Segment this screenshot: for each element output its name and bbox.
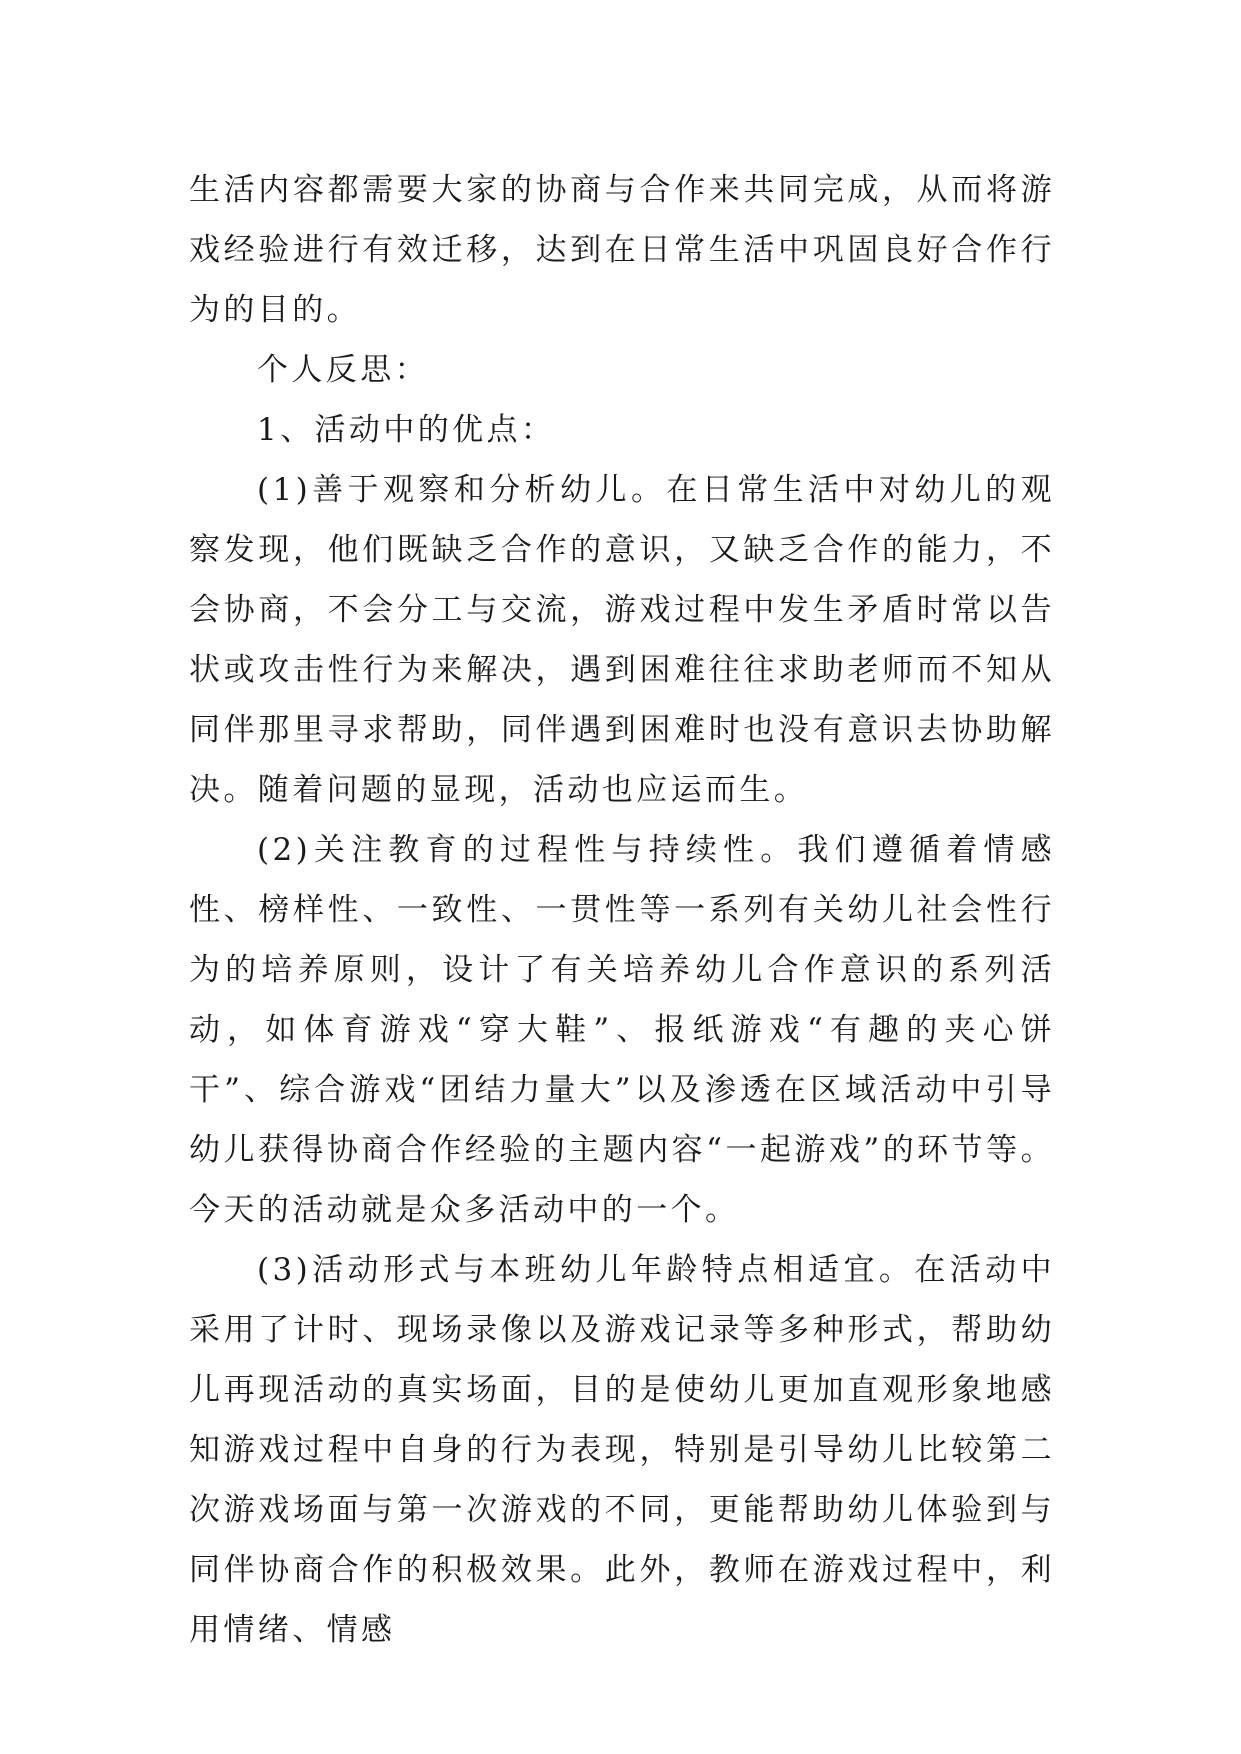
subsection-heading-strengths: 1、活动中的优点： — [257, 412, 556, 448]
section-heading-personal-reflection: 个人反思： — [257, 352, 429, 388]
paragraph-point-2: (2)关注教育的过程性与持续性。我们遵循着情感性、榜样性、一致性、一贯性等一系列有关幼儿社会性行为的培养原则，设计了有关培养幼儿合作意识的系列活动，如体育游戏“穿大鞋”、报纸游戏“有趣的夹心饼干”、综合游戏“团结力量大”以及渗透在区域活动中引导幼儿获得协商合作经验的主题内容“一起游戏”的环节等。今天的活动就是众多活动中的一个。 — [189, 832, 1055, 1228]
paragraph-point-1: (1)善于观察和分析幼儿。在日常生活中对幼儿的观察发现，他们既缺乏合作的意识，又缺乏合作的能力，不会协商，不会分工与交流，游戏过程中发生矛盾时常以告状或攻击性行为来解决，遇到困难往往求助老师而不知从同伴那里寻求帮助，同伴遇到困难时也没有意识去协助解决。随着问题的显现，活动也应运而生。 — [189, 472, 1055, 808]
paragraph-intro-continuation: 生活内容都需要大家的协商与合作来共同完成，从而将游戏经验进行有效迁移，达到在日常生活中巩固良好合作行为的目的。 — [189, 172, 1055, 328]
document-page — [189, 160, 1055, 1660]
paragraph-point-3: (3)活动形式与本班幼儿年龄特点相适宜。在活动中采用了计时、现场录像以及游戏记录等多种形式，帮助幼儿再现活动的真实场面，目的是使幼儿更加直观形象地感知游戏过程中自身的行为表现，特别是引导幼儿比较第二次游戏场面与第一次游戏的不同，更能帮助幼儿体验到与同伴协商合作的积极效果。此外，教师在游戏过程中，利用情绪、情感 — [189, 1252, 1055, 1648]
